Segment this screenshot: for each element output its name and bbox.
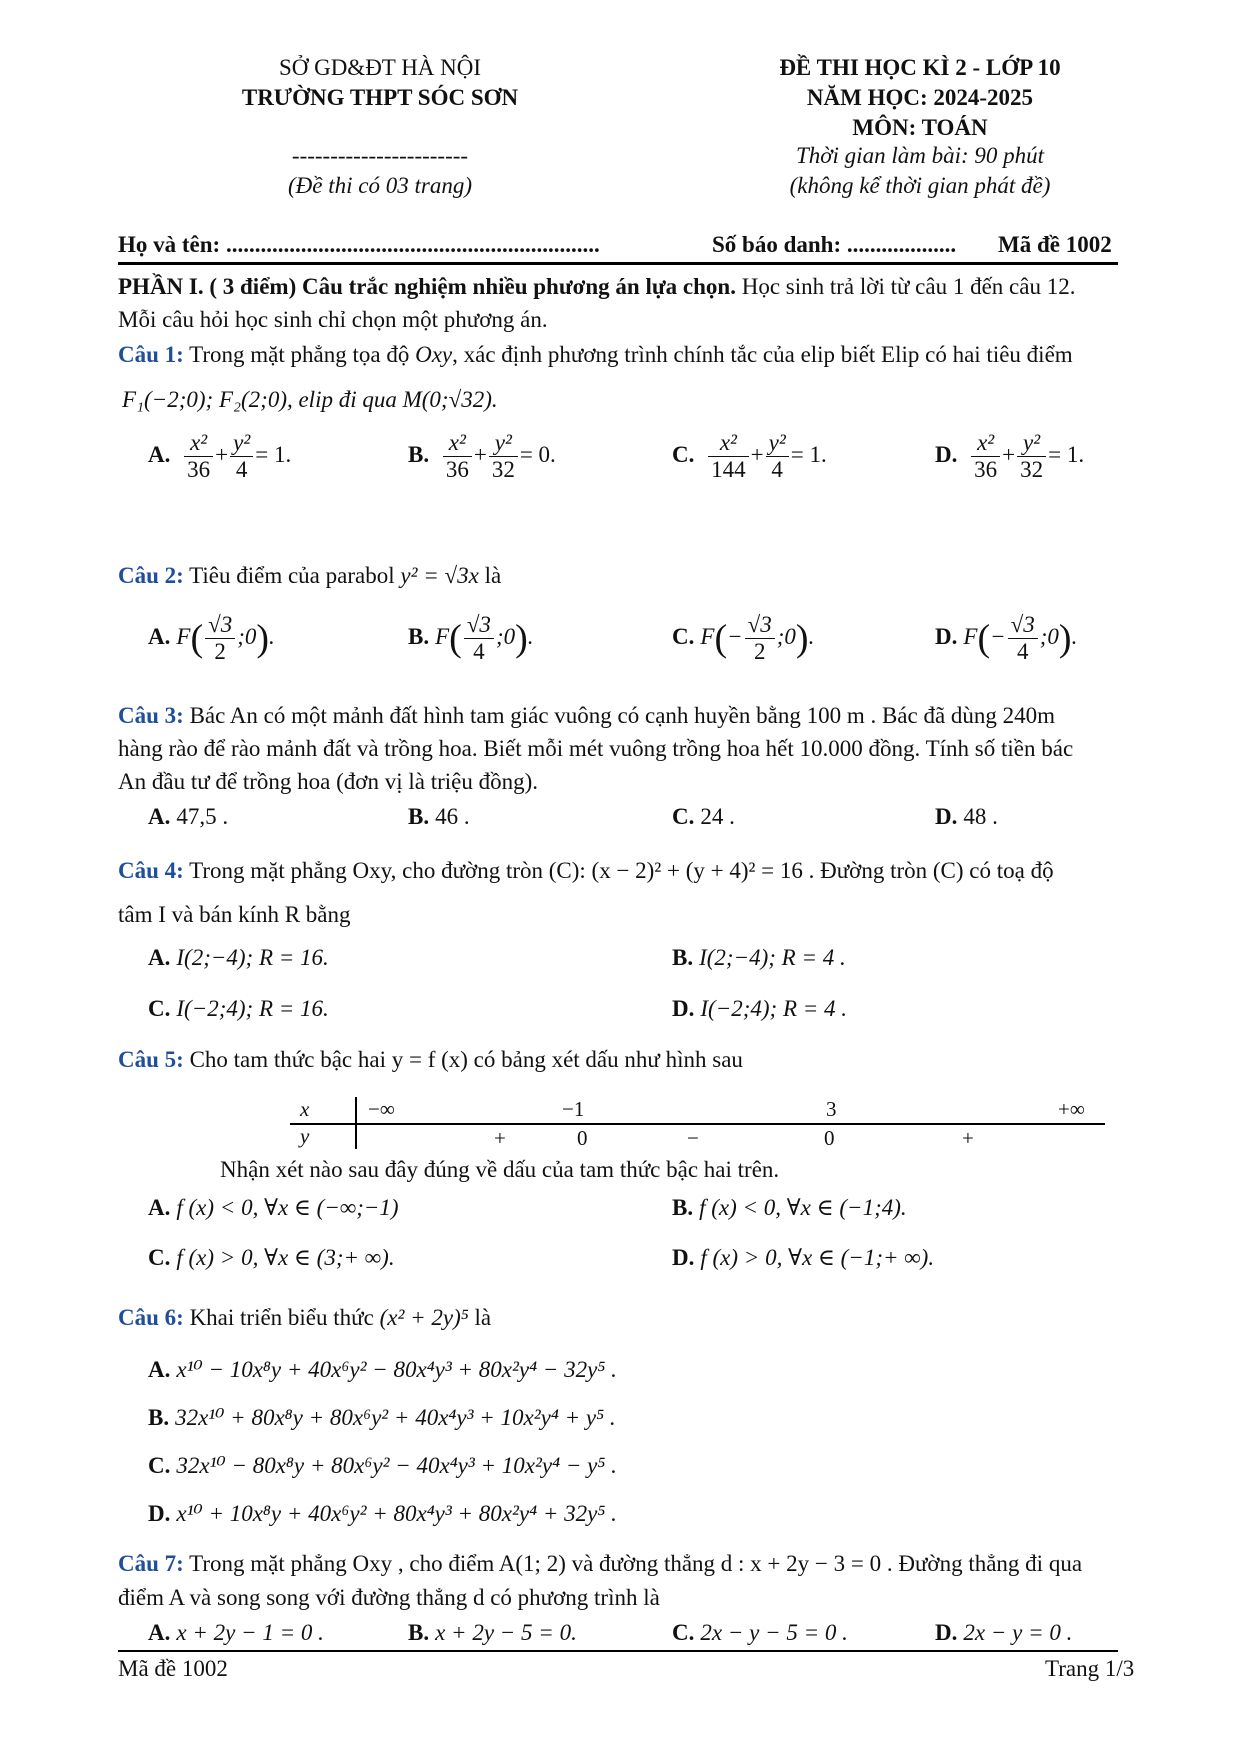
q5-option-c[interactable]: C. f (x) > 0, ∀x ∈ (3;+ ∞). (148, 1245, 395, 1270)
part1-heading (118, 274, 1128, 300)
question-7 (118, 1551, 1128, 1577)
q1-option-d[interactable]: D. $\frac{\text{x²}}{36}$ + $\frac{\text{y²}}{32}$ = 1. (935, 430, 1085, 482)
sign-table-hline (290, 1123, 1105, 1125)
table-x-neginf: −∞ (368, 1097, 395, 1121)
table-zero: 0 (824, 1126, 835, 1150)
exam-title: ĐỀ THI HỌC KÌ 2 - LỚP 10 (779, 55, 1061, 80)
q6-option-c[interactable]: C. 32x¹⁰ − 80x⁸y + 80x⁶y² − 40x⁴y³ + 10x²y⁴ − y⁵ . (148, 1453, 617, 1478)
question-1 (118, 342, 1128, 368)
table-y-label: y (300, 1124, 310, 1148)
q1-label: Câu 1: (118, 342, 184, 367)
table-x-value: −1 (562, 1097, 585, 1121)
q6-option-d[interactable]: D. x¹⁰ + 10x⁸y + 40x⁶y² + 80x⁴y³ + 80x²y⁴ + 32y⁵ . (148, 1501, 617, 1526)
q3-line3: An đầu tư để trồng hoa (đơn vị là triệu đồng). (118, 769, 539, 794)
q4-line2: tâm I và bán kính R bằng (118, 902, 351, 927)
question-5 (118, 1047, 743, 1073)
q7-line1: Trong mặt phẳng Oxy , cho điểm A(1; 2) và đường thẳng d : x + 2y − 3 = 0 . Đường thẳng đi qua (183, 1551, 1083, 1576)
question-3 (118, 703, 1128, 729)
table-sign: − (687, 1126, 699, 1150)
time-note: (không kể thời gian phát đề) (789, 173, 1051, 198)
student-name-field: Họ và tên: ................................................................. (118, 232, 600, 257)
exam-time: Thời gian làm bài: 90 phút (795, 143, 1045, 168)
q6-expr: (x² + 2y)⁵ (379, 1305, 469, 1330)
q2-option-d[interactable]: D. F(− $\frac{√3}{4}$ ;0). (935, 612, 1078, 664)
q5-option-d[interactable]: D. f (x) > 0, ∀x ∈ (−1;+ ∞). (672, 1245, 935, 1270)
part1-instruction: Học sinh trả lời từ câu 1 đến câu 12. (735, 274, 1076, 299)
table-x-label: x (300, 1097, 310, 1121)
q2-eq: y² = √3x (400, 563, 479, 588)
q1-oxy: Oxy (415, 342, 453, 367)
table-zero: 0 (577, 1126, 588, 1150)
q6-label: Câu 6: (118, 1305, 184, 1330)
q3-line2: hàng rào để rào mảnh đất và trồng hoa. Biết mỗi mét vuông trồng hoa hết 10.000 đồng. Tính số tiền bác (118, 736, 1074, 761)
q1-option-c[interactable]: C. $\frac{\text{x²}}{144}$ + $\frac{\text{y²}}{4}$ = 1. (672, 430, 827, 482)
q6-text: Khai triển biểu thức (183, 1305, 380, 1330)
footer-code: Mã đề 1002 (118, 1656, 228, 1681)
footer-divider (118, 1650, 1118, 1652)
question-6 (118, 1305, 491, 1331)
school-year: NĂM HỌC: 2024-2025 (806, 85, 1034, 110)
q6-text2: là (468, 1305, 492, 1330)
student-id-field: Số báo danh: ................... (712, 232, 957, 257)
q5-option-b[interactable]: B. f (x) < 0, ∀x ∈ (−1;4). (672, 1195, 907, 1220)
header-dashes: ----------------------- (291, 143, 469, 168)
q7-label: Câu 7: (118, 1551, 184, 1576)
exam-code: Mã đề 1002 (998, 232, 1112, 257)
q1-text-a: Trong mặt phẳng tọa độ (183, 342, 416, 367)
q3-line1: Bác An có một mảnh đất hình tam giác vuông có cạnh huyền bằng 100 m . Bác đã dùng 240m (183, 703, 1056, 728)
q1-option-a[interactable]: A. $\frac{\text{x²}}{36}$ + $\frac{\text{y²}}{4}$ = 1. (148, 430, 292, 482)
q3-option-b[interactable]: B. 46 . (408, 804, 470, 829)
question-4 (118, 858, 1128, 884)
pages-note: (Đề thi có 03 trang) (288, 173, 472, 198)
q7-option-b[interactable]: B. x + 2y − 5 = 0. (408, 1620, 577, 1645)
q6-option-b[interactable]: B. 32x¹⁰ + 80x⁸y + 80x⁶y² + 40x⁴y³ + 10x²y⁴ + y⁵ . (148, 1405, 616, 1430)
q5-text: Cho tam thức bậc hai y = f (x) có bảng xét dấu như hình sau (183, 1047, 743, 1072)
table-sign: + (962, 1126, 974, 1150)
table-x-value: 3 (826, 1097, 837, 1121)
part1-line2: Mỗi câu hỏi học sinh chỉ chọn một phương án. (118, 307, 548, 332)
q3-option-a[interactable]: A. 47,5 . (148, 804, 229, 829)
q3-label: Câu 3: (118, 703, 184, 728)
table-x-posinf: +∞ (1058, 1097, 1085, 1121)
q2-option-b[interactable]: B. F( $\frac{√3}{4}$ ;0). (408, 612, 534, 664)
q3-option-d[interactable]: D. 48 . (935, 804, 998, 829)
footer-page: Trang 1/3 (1045, 1656, 1135, 1681)
q1-line2: F₁(−2;0); F₂(2;0), elip đi qua M(0;√32). (122, 387, 498, 412)
q2-text2: là (478, 563, 502, 588)
q7-option-a[interactable]: A. x + 2y − 1 = 0 . (148, 1620, 324, 1645)
part1-title: PHẦN I. ( 3 điểm) Câu trắc nghiệm nhiều phương án lựa chọn. (118, 274, 736, 299)
sign-table-vline (355, 1097, 357, 1149)
q5-option-a[interactable]: A. f (x) < 0, ∀x ∈ (−∞;−1) (148, 1195, 399, 1220)
q2-option-c[interactable]: C. F(− $\frac{√3}{2}$ ;0). (672, 612, 815, 664)
q1-text-b: , xác định phương trình chính tắc của elip biết Elip có hai tiêu điểm (452, 342, 1073, 367)
q5-prompt: Nhận xét nào sau đây đúng về dấu của tam thức bậc hai trên. (220, 1157, 780, 1182)
q1-option-b[interactable]: B. $\frac{\text{x²}}{36}$ + $\frac{\text{y²}}{32}$ = 0. (408, 430, 556, 482)
q4-option-c[interactable]: C. I(−2;4); R = 16. (148, 996, 329, 1021)
q6-option-a[interactable]: A. x¹⁰ − 10x⁸y + 40x⁶y² − 80x⁴y³ + 80x²y⁴ − 32y⁵ . (148, 1357, 617, 1382)
school-name: TRƯỜNG THPT SÓC SƠN (241, 85, 519, 110)
q4-option-b[interactable]: B. I(2;−4); R = 4 . (672, 945, 846, 970)
q7-option-c[interactable]: C. 2x − y − 5 = 0 . (672, 1620, 848, 1645)
q2-label: Câu 2: (118, 563, 184, 588)
header-divider (118, 262, 1118, 265)
q7-line2: điểm A và song song với đường thẳng d có phương trình là (118, 1585, 660, 1610)
question-2 (118, 563, 501, 589)
subject: MÔN: TOÁN (852, 115, 988, 140)
q4-label: Câu 4: (118, 858, 184, 883)
q7-option-d[interactable]: D. 2x − y = 0 . (935, 1620, 1073, 1645)
q2-option-a[interactable]: A. F( $\frac{√3}{2}$ ;0). (148, 612, 275, 664)
q4-line1: Trong mặt phẳng Oxy, cho đường tròn (C): (x − 2)² + (y + 4)² = 16 . Đường tròn (C) có toạ độ (183, 858, 1054, 883)
dept-name: SỞ GD&ĐT HÀ NỘI (278, 55, 482, 80)
q5-label: Câu 5: (118, 1047, 184, 1072)
q4-option-a[interactable]: A. I(2;−4); R = 16. (148, 945, 329, 970)
q2-text: Tiêu điểm của parabol (183, 563, 401, 588)
q4-option-d[interactable]: D. I(−2;4); R = 4 . (672, 996, 848, 1021)
table-sign: + (494, 1126, 506, 1150)
q3-option-c[interactable]: C. 24 . (672, 804, 735, 829)
